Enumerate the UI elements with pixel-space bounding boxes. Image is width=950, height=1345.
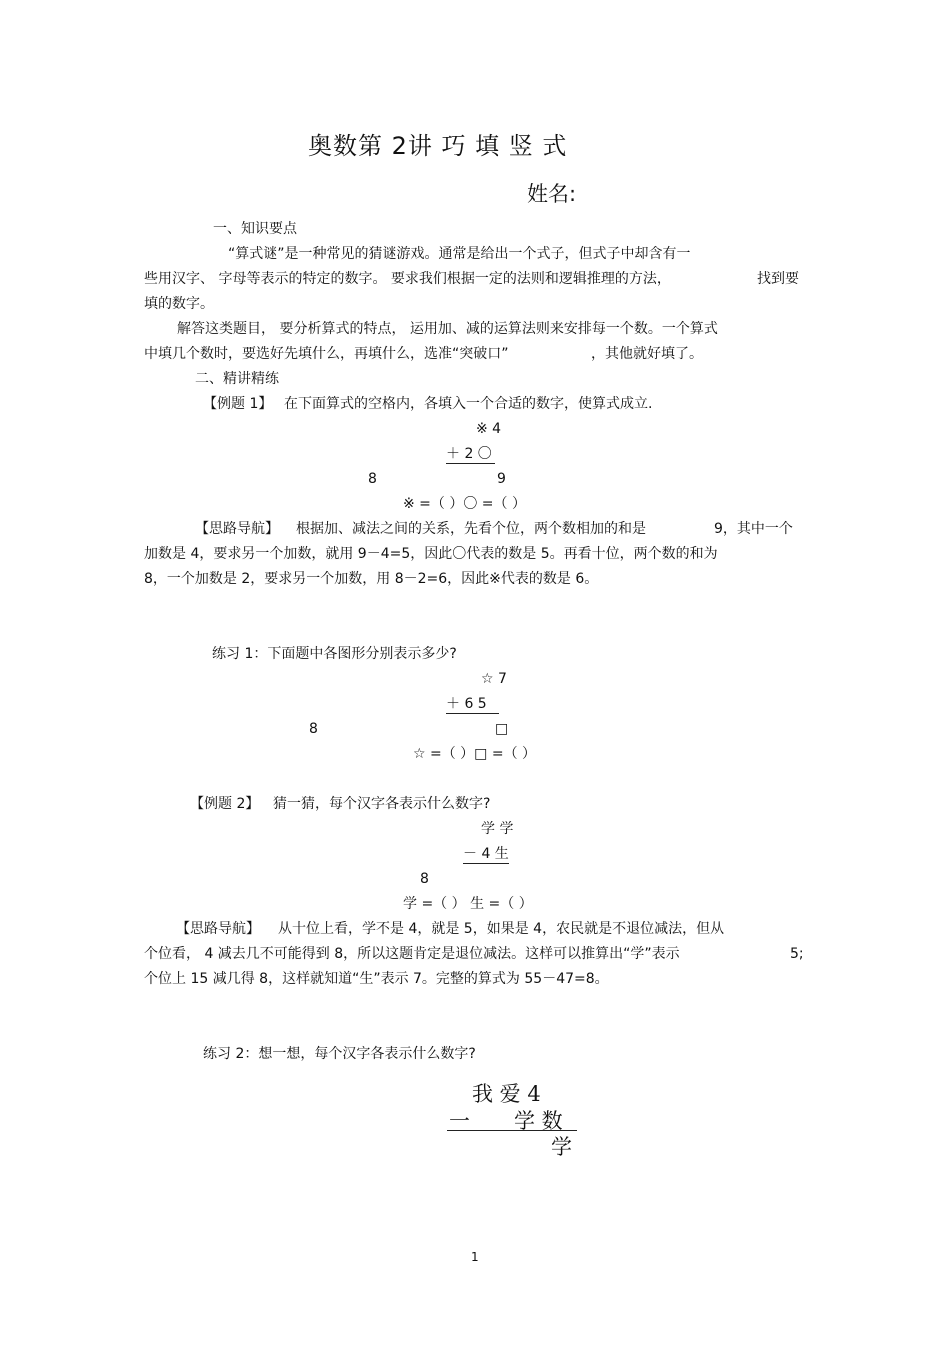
equation-result: 9 xyxy=(497,471,506,487)
practice-1-text: 练习 1：下面题中各图形分别表示多少? xyxy=(212,646,457,662)
hint-line: 个位上 15 减几得 8，这样就知道“生”表示 7。完整的算式为 55－47=8。 xyxy=(144,971,609,987)
equation-result: □ xyxy=(495,721,509,737)
equation-row-underlined: － 4 生 xyxy=(463,846,509,862)
answer-blanks: ☆ =（ ）□ =（ ） xyxy=(413,746,537,762)
equation-result: 8 xyxy=(309,721,318,737)
paragraph-line: 填的数字。 xyxy=(144,296,214,312)
hint-line: 9，其中一个 xyxy=(714,521,793,537)
section-heading-practice: 二、精讲精练 xyxy=(195,371,279,387)
equation-row: 学 数 xyxy=(514,1109,563,1133)
hint-line: 5; xyxy=(790,946,804,962)
page-title: 奥数第 2讲 巧 填 竖 式 xyxy=(308,132,568,160)
paragraph-line: ，其他就好填了。 xyxy=(591,346,703,362)
answer-blanks: 学 =（ ） 生 =（ ） xyxy=(403,896,533,912)
example-1-label: 【例题 1】 xyxy=(203,396,273,412)
section-heading-knowledge: 一、知识要点 xyxy=(213,221,297,237)
name-label: 姓名: xyxy=(527,182,577,206)
answer-blanks: ※ =（ ）〇 =（ ） xyxy=(403,496,526,512)
hint-label: 【思路导航】 xyxy=(195,521,279,537)
equation-row-underlined: ＋ 6 5 xyxy=(446,695,499,714)
equation-result: 8 xyxy=(368,471,377,487)
equation-row: ※ 4 xyxy=(476,421,502,437)
paragraph-line: 中填几个数时，要选好先填什么，再填什么，选准“突破口” xyxy=(144,346,509,362)
hint-label: 【思路导航】 xyxy=(176,921,260,937)
example-1-text: 在下面算式的空格内，各填入一个合适的数字，使算式成立. xyxy=(284,396,653,412)
hint-line: 从十位上看，学不是 4，就是 5，如果是 4，农民就是不退位减法，但从 xyxy=(278,921,725,937)
equation-row: ☆ 7 xyxy=(481,671,507,687)
hint-line: 加数是 4，要求另一个加数，就用 9－4=5，因此〇代表的数是 5。再看十位，两个数的和为 xyxy=(144,546,718,562)
equation-row: 我 爱 4 xyxy=(472,1082,541,1106)
equation-result: 学 xyxy=(551,1135,572,1159)
equation-result: 8 xyxy=(420,871,429,887)
paragraph-line: 解答这类题目， 要分析算式的特点， 运用加、减的运算法则来安排每一个数。一个算式 xyxy=(177,321,718,337)
paragraph-line: 找到要 xyxy=(757,271,799,287)
example-2-text: 猜一猜，每个汉字各表示什么数字? xyxy=(273,796,491,812)
paragraph-line: 些用汉字、 字母等表示的特定的数字。 要求我们根据一定的法则和逻辑推理的方法， xyxy=(144,271,671,287)
hint-line: 根据加、减法之间的关系，先看个位，两个数相加的和是 xyxy=(296,521,646,537)
equation-row-underlined: ＋ 2 〇 xyxy=(446,445,495,464)
hint-line: 个位看， 4 减去几不可能得到 8，所以这题肯定是退位减法。这样可以推算出“学”表示 xyxy=(144,946,680,962)
example-2-label: 【例题 2】 xyxy=(190,796,260,812)
practice-2-text: 练习 2：想一想，每个汉字各表示什么数字? xyxy=(203,1046,476,1062)
minus-sign: 一 xyxy=(449,1109,470,1133)
page-number: 1 xyxy=(471,1250,479,1264)
equation-row: 学 学 xyxy=(481,821,514,837)
hint-line: 8，一个加数是 2，要求另一个加数，用 8－2=6，因此※代表的数是 6。 xyxy=(144,571,599,587)
paragraph-line: “算式谜”是一种常见的猜谜游戏。通常是给出一个式子，但式子中却含有一 xyxy=(228,246,691,262)
